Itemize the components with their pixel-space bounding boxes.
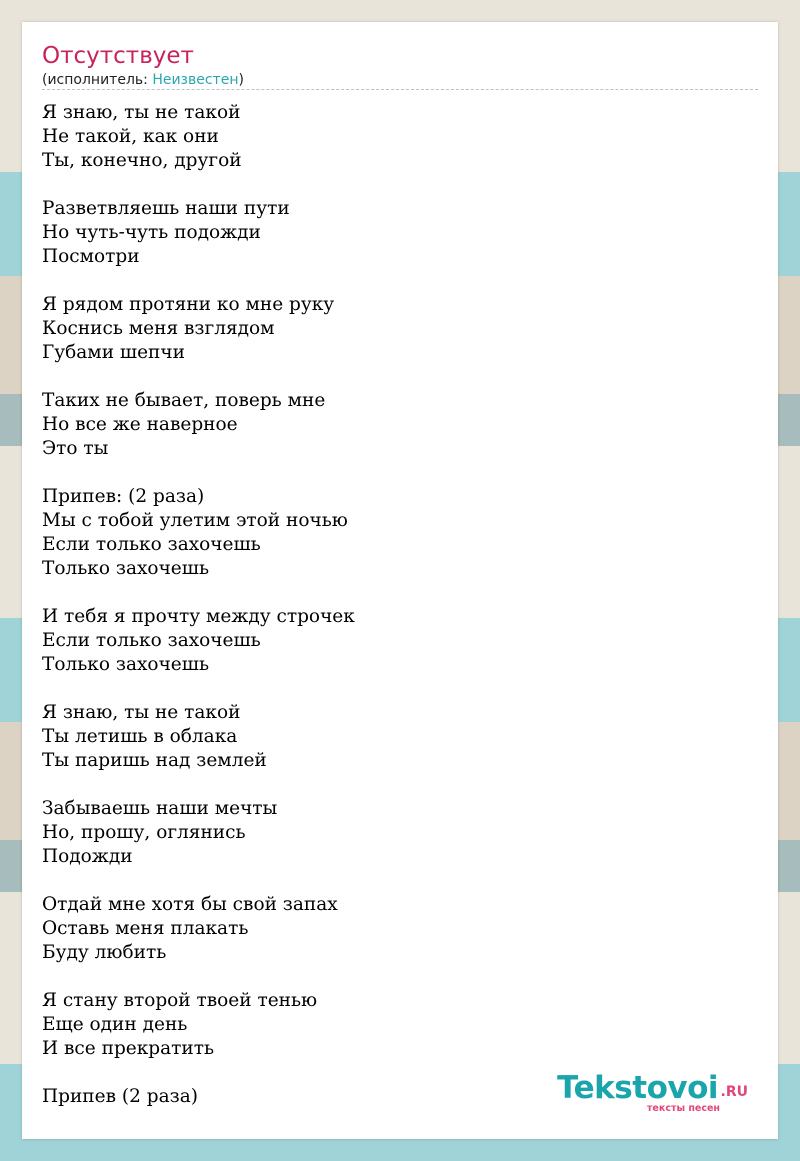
lyric-line: Если только захочешь bbox=[42, 630, 261, 651]
lyric-line: Посмотри bbox=[42, 246, 140, 267]
stanza-break bbox=[42, 269, 758, 293]
lyrics-card bbox=[22, 22, 778, 1139]
lyric-line: Таких не бывает, поверь мне bbox=[42, 390, 326, 411]
stanza-break bbox=[42, 773, 758, 797]
lyric-line: Буду любить bbox=[42, 942, 167, 963]
stanza-break bbox=[42, 461, 758, 485]
artist-prefix: (исполнитель: bbox=[42, 72, 153, 88]
lyrics-text bbox=[42, 101, 758, 1109]
lyric-line: Еще один день bbox=[42, 1014, 188, 1035]
lyric-line: Мы с тобой улетим этой ночью bbox=[42, 510, 348, 531]
lyric-line: Подожди bbox=[42, 846, 133, 867]
lyric-line: Я знаю, ты не такой bbox=[42, 102, 241, 123]
lyric-line: Я знаю, ты не такой bbox=[42, 702, 241, 723]
stanza-break bbox=[42, 677, 758, 701]
lyric-line: Ты паришь над землей bbox=[42, 750, 267, 771]
logo-domain: .RU bbox=[720, 1084, 748, 1100]
stanza-break bbox=[42, 869, 758, 893]
lyric-line: Я стану второй твоей тенью bbox=[42, 990, 318, 1011]
artist-link[interactable]: Неизвестен bbox=[152, 72, 239, 88]
song-title: Отсутствует bbox=[42, 43, 194, 69]
lyric-line: Припев (2 раза) bbox=[42, 1086, 198, 1107]
lyric-line: Если только захочешь bbox=[42, 534, 261, 555]
logo-wordmark: Tekstovoi bbox=[557, 1070, 718, 1106]
lyric-line: Это ты bbox=[42, 438, 109, 459]
lyric-line: Но, прошу, оглянись bbox=[42, 822, 246, 843]
stanza-break bbox=[42, 965, 758, 989]
lyric-line: Только захочешь bbox=[42, 654, 210, 675]
logo-tagline: тексты песен bbox=[646, 1103, 720, 1114]
artist-line bbox=[42, 71, 244, 89]
stanza-break bbox=[42, 173, 758, 197]
lyric-line: Только захочешь bbox=[42, 558, 210, 579]
lyric-line: Оставь меня плакать bbox=[42, 918, 249, 939]
lyric-line: Я рядом протяни ко мне руку bbox=[42, 294, 335, 315]
lyric-line: И тебя я прочту между строчек bbox=[42, 606, 355, 627]
lyric-line: Губами шепчи bbox=[42, 342, 185, 363]
stanza-break bbox=[42, 365, 758, 389]
lyric-line: Забываешь наши мечты bbox=[42, 798, 278, 819]
artist-suffix: ) bbox=[238, 72, 244, 88]
site-logo[interactable] bbox=[538, 1071, 748, 1115]
lyric-line: Но чуть-чуть подожди bbox=[42, 222, 261, 243]
lyric-line: Ты летишь в облака bbox=[42, 726, 238, 747]
lyric-line: И все прекратить bbox=[42, 1038, 215, 1059]
lyric-line: Коснись меня взглядом bbox=[42, 318, 275, 339]
lyric-line: Отдай мне хотя бы свой запах bbox=[42, 894, 338, 915]
stanza-break bbox=[42, 581, 758, 605]
lyric-line: Разветвляешь наши пути bbox=[42, 198, 290, 219]
header-divider bbox=[42, 89, 758, 90]
lyric-line: Но все же наверное bbox=[42, 414, 238, 435]
lyric-line: Не такой, как они bbox=[42, 126, 219, 147]
lyric-line: Припев: (2 раза) bbox=[42, 486, 205, 507]
lyric-line: Ты, конечно, другой bbox=[42, 150, 242, 171]
